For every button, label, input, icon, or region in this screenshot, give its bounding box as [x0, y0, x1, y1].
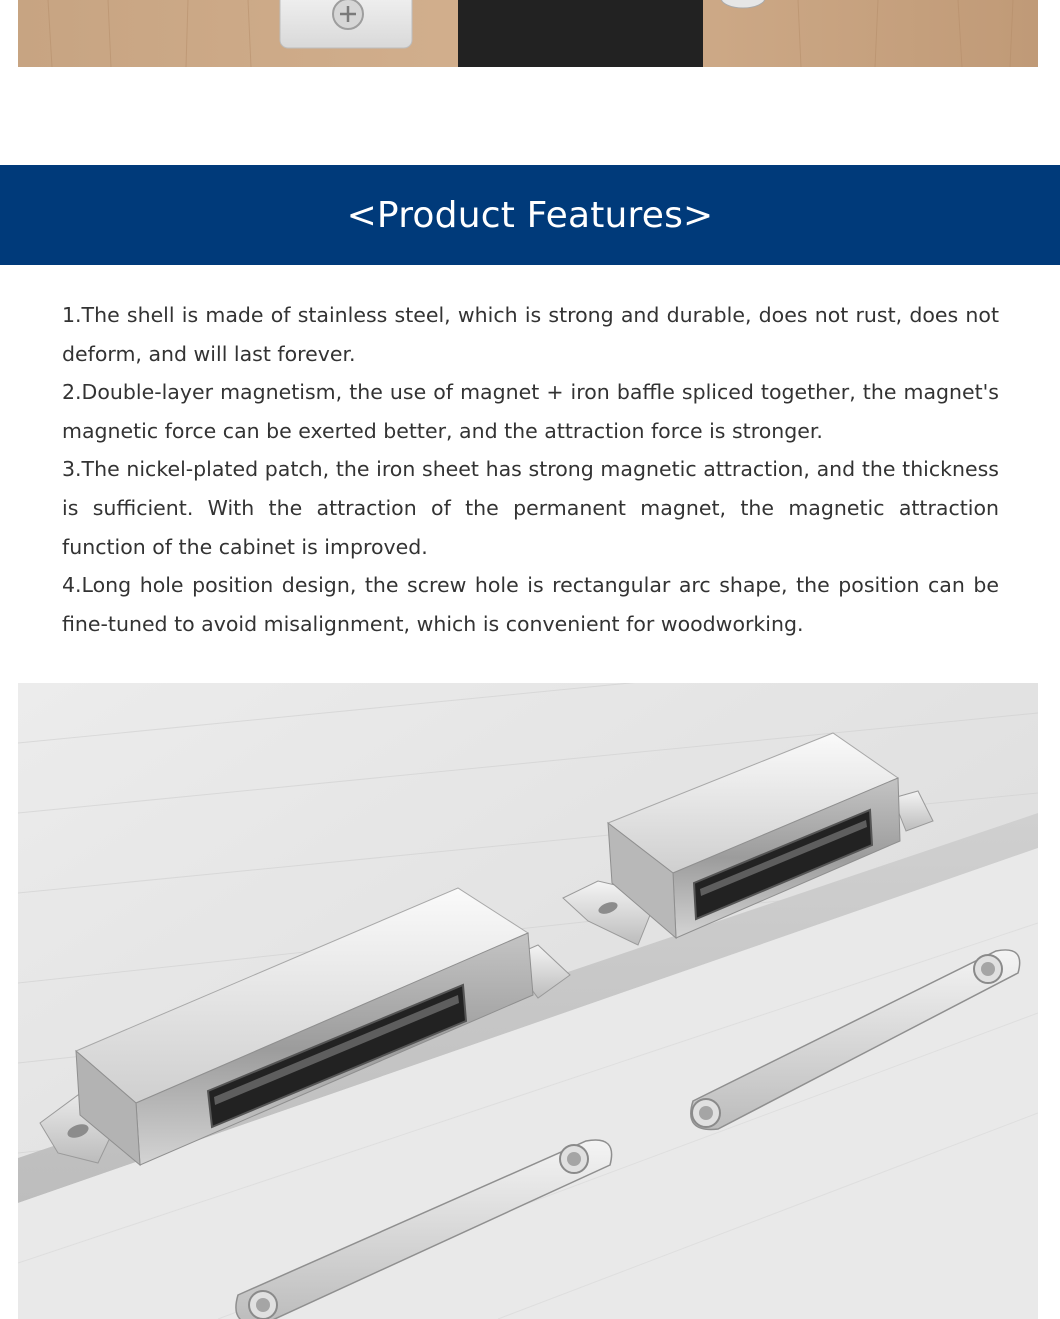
- product-features-banner: [0, 165, 1060, 265]
- top-product-photo: [18, 0, 1038, 67]
- banner-title: <Product Features>: [346, 194, 714, 236]
- bottom-product-photo: [18, 683, 1038, 1319]
- feature-list: [62, 296, 999, 643]
- feature-item: 4.Long hole position design, the screw hole is rectangular arc shape, the position can be fine-tuned to avoid misalignment, which is convenient for woodworking.: [62, 573, 999, 636]
- feature-item: 2.Double-layer magnetism, the use of magnet + iron baffle spliced together, the magnet's magnetic force can be exerted better, and the attraction force is stronger.: [62, 380, 999, 443]
- feature-item: 3.The nickel-plated patch, the iron sheet has strong magnetic attraction, and the thickness is sufficient. With the attraction of the permanent magnet, the magnetic attraction function of the cabinet is improved.: [62, 457, 999, 559]
- feature-item: 1.The shell is made of stainless steel, which is strong and durable, does not rust, does not deform, and will last forever.: [62, 303, 999, 366]
